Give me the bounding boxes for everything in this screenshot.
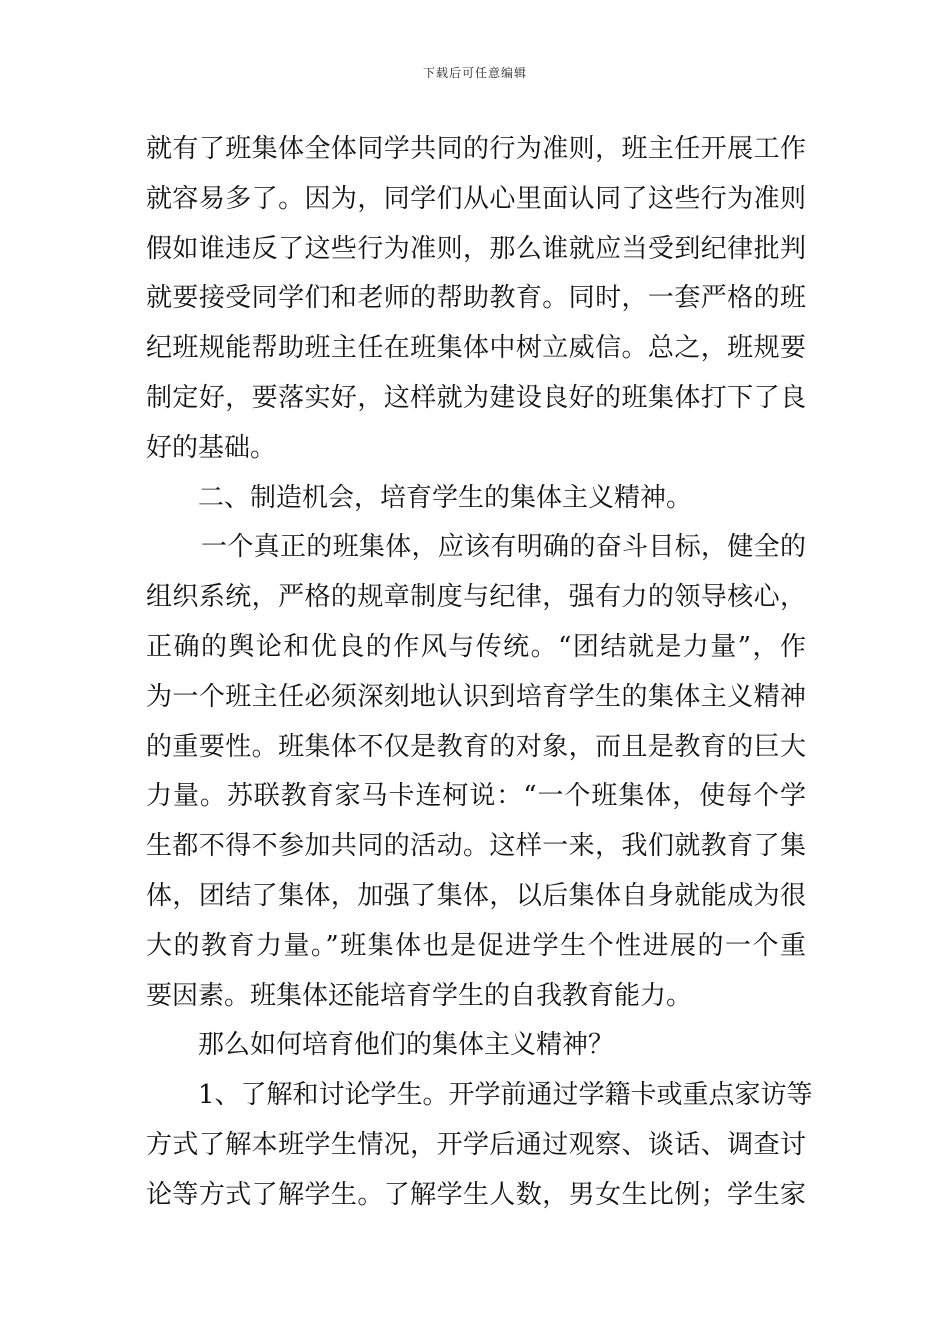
text-line: 大的教育力量。”班集体也是促进学生个性进展的一个重	[146, 930, 806, 961]
text-line: 就有了班集体全体同学共同的行为准则，班主任开展工作	[146, 134, 806, 164]
text-line: 1、了解和讨论学生。开学前通过学籍卡或重点家访等	[198, 1080, 813, 1111]
text-line: 纪班规能帮助班主任在班集体中树立威信。总之，班规要	[146, 333, 806, 364]
text-line: 为一个班主任必须深刻地认识到培育学生的集体主义精神	[146, 681, 806, 712]
section-heading: 二、制造机会，培育学生的集体主义精神。	[198, 482, 693, 513]
text-line: 那么如何培育他们的集体主义精神？	[198, 1030, 615, 1061]
text-line: 一个真正的班集体，应该有明确的奋斗目标，健全的	[201, 532, 806, 563]
text-line: 论等方式了解学生。了解学生人数，男女生比例；学生家	[146, 1179, 806, 1210]
text-line: 制定好，要落实好，这样就为建设良好的班集体打下了良	[146, 382, 806, 413]
text-line: 正确的舆论和优良的作风与传统。“团结就是力量”，作	[146, 631, 806, 662]
text-line: 力量。苏联教育家马卡连柯说：“一个班集体，使每个学	[146, 781, 806, 812]
page-header: 下载后可任意编辑	[422, 66, 527, 80]
text-line: 假如谁违反了这些行为准则，那么谁就应当受到纪律批判	[146, 233, 806, 264]
text-line: 就容易多了。因为，同学们从心里面认同了这些行为准则	[146, 183, 806, 214]
text-line: 要因素。班集体还能培育学生的自我教育能力。	[146, 980, 693, 1011]
text-line: 就要接受同学们和老师的帮助教育。同时，一套严格的班	[146, 283, 806, 314]
text-line: 组织系统，严格的规章制度与纪律，强有力的领导核心，	[146, 582, 806, 613]
text-line: 好的基础。	[146, 432, 277, 463]
text-line: 方式了解本班学生情况，开学后通过观察、谈话、调查讨	[146, 1129, 806, 1160]
text-line: 体，团结了集体，加强了集体，以后集体自身就能成为很	[146, 880, 806, 911]
text-line: 生都不得不参加共同的活动。这样一来，我们就教育了集	[146, 831, 806, 862]
text-line: 的重要性。班集体不仅是教育的对象，而且是教育的巨大	[146, 731, 806, 762]
body-text	[146, 125, 813, 1221]
